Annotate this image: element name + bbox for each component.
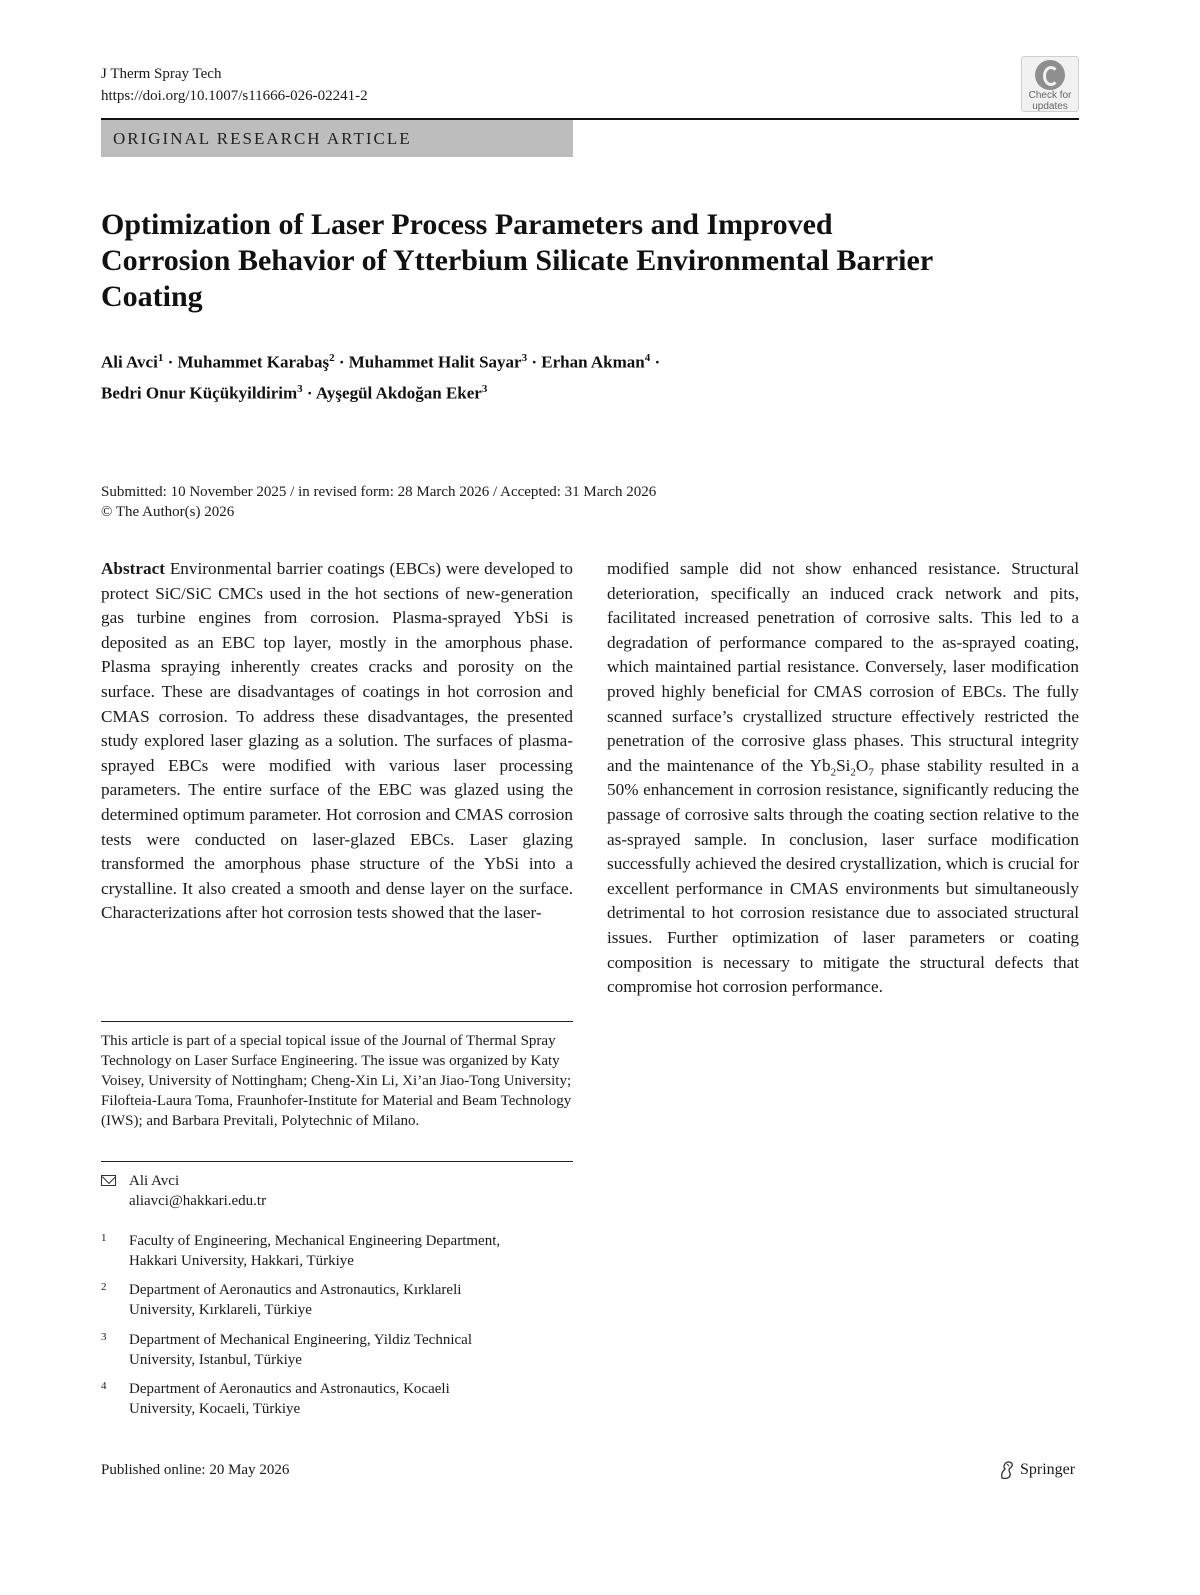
footnote-divider-top (101, 1021, 573, 1022)
check-updates-line2: updates (1032, 101, 1068, 112)
title-line-2: Corrosion Behavior of Ytterbium Silicate Environmental Barrier (101, 244, 934, 277)
affiliation-item (101, 1280, 573, 1320)
affiliation-line: Department of Aeronautics and Astronautics, Kocaeli (129, 1381, 450, 1397)
doi-link[interactable]: https://doi.org/10.1007/s11666-026-02241-2 (101, 88, 368, 104)
abstract-label: Abstract (101, 559, 165, 578)
author-separator: · (527, 352, 542, 372)
envelope-icon (101, 1175, 116, 1186)
affiliation-item (101, 1330, 573, 1370)
author-separator: · (163, 352, 178, 372)
abstract-column-right (607, 557, 1079, 1000)
publisher-name: Springer (1020, 1461, 1076, 1478)
special-issue-note: This article is part of a special topical issue of the Journal of Thermal Spray Technology on Laser Surface Engineering. The issue was organized by Katy Voisey, University of Nottingham; Cheng-Xin Li, Xi’an Jiao-Tong University; Filofteia-Laura Toma, Fraunhofer-Institute for Material and Beam Technology (IWS); and Barbara Previtali, Polytechnic of Milano. (101, 1033, 572, 1129)
author-affiliation-mark: 3 (481, 382, 488, 395)
springer-horse-icon (998, 1460, 1016, 1480)
affiliation-number: 4 (101, 1380, 107, 1392)
title-line-1: Optimization of Laser Process Parameters and Improved (101, 208, 833, 241)
author-list (101, 345, 1081, 406)
author-line-2 (101, 376, 1081, 407)
affiliation-item (101, 1379, 573, 1419)
author-name[interactable]: Ali Avci (101, 352, 158, 372)
affiliation-line: Department of Aeronautics and Astronautics, Kırklareli (129, 1282, 462, 1298)
author-name[interactable]: Muhammet Halit Sayar (348, 352, 522, 372)
journal-name: J Therm Spray Tech (101, 66, 222, 82)
affiliation-line: Department of Mechanical Engineering, Yildiz Technical (129, 1332, 472, 1348)
article-dates (101, 482, 1081, 522)
affiliation-line: University, Istanbul, Türkiye (129, 1352, 302, 1368)
article-type-banner: ORIGINAL RESEARCH ARTICLE (101, 120, 573, 157)
abstract-text-right-b: phase stability resulted in a 50% enhancement in corrosion resistance, significantly reducing the passage of corrosive salts through the coating section relative to the as-sprayed sample. In conclusion, laser surface modification successfully achieved the desired crystallization, which is crucial for excellent performance in CMAS environments but simultaneously detrimental to hot corrosion resistance due to associated structural issues. Further optimization of laser parameters or coating composition is necessary to mitigate the structural defects that compromise hot corrosion performance. (607, 755, 1080, 997)
affiliation-line: Hakkari University, Hakkari, Türkiye (129, 1253, 354, 1269)
author-name[interactable]: Ayşegül Akdoğan Eker (315, 383, 482, 403)
affiliation-line: University, Kırklareli, Türkiye (129, 1302, 312, 1318)
corresponding-email[interactable]: aliavci@hakkari.edu.tr (129, 1193, 267, 1209)
check-updates-line1: Check for (1028, 90, 1072, 101)
submission-dates: Submitted: 10 November 2025 / in revised form: 28 March 2026 / Accepted: 31 March 2026 (101, 484, 657, 500)
chemical-formula: $Yb_2Si_2O_7$ (809, 755, 874, 779)
author-separator: · (650, 352, 661, 372)
footnote-divider-bottom (101, 1161, 573, 1162)
author-name[interactable]: Erhan Akman (541, 352, 645, 372)
affiliation-line: Faculty of Engineering, Mechanical Engineering Department, (129, 1233, 501, 1249)
abstract-text-right-a: modified sample did not show enhanced resistance. Structural deterioration, specifically an induced crack network and pits, facilitated increased penetration of corrosive salts. This led to a degradation of performance compared to the as-sprayed coating, which maintained partial resistance. Conversely, laser modification proved highly beneficial for CMAS corrosion of EBCs. The fully scanned surface’s crystallized structure effectively restricted the penetration of the corrosive glass phases. This structural integrity and the maintenance of the (607, 559, 1079, 775)
author-name[interactable]: Bedri Onur Küçükyildirim (101, 383, 298, 403)
author-name[interactable]: Muhammet Karabaş (177, 352, 330, 372)
copyright-notice: © The Author(s) 2026 (101, 504, 235, 520)
title-line-3: Coating (101, 280, 203, 313)
affiliation-item (101, 1231, 573, 1271)
author-affiliation-mark: 4 (644, 352, 651, 364)
author-affiliation-mark: 1 (157, 352, 164, 364)
author-affiliation-mark: 2 (329, 352, 335, 364)
abstract-text-left: Environmental barrier coatings (EBCs) were developed to protect SiC/SiC CMCs used in the hot sections of new-generation gas turbine engines from corrosion. Plasma-sprayed YbSi is deposited as an EBC top layer, mostly in the amorphous phase. Plasma spraying inherently creates cracks and porosity on the surface. These are disadvantages of coatings in hot corrosion and CMAS corrosion. To address these disadvantages, the presented study explored laser glazing as a solution. The surfaces of plasma-sprayed EBCs were modified with various laser processing parameters. The entire surface of the EBC was glazed using the determined optimum parameter. Hot corrosion and CMAS corrosion tests were conducted on laser-glazed EBCs. Laser glazing transformed the amorphous phase structure of the YbSi into a crystalline. It also created a smooth and dense layer on the surface. Characterizations after hot corrosion tests showed that the laser- (101, 559, 573, 923)
check-updates-icon (1035, 60, 1065, 90)
corresponding-name: Ali Avci (129, 1173, 180, 1189)
published-online-date: Published online: 20 May 2026 (101, 1462, 290, 1478)
abstract-column-left (101, 557, 573, 926)
author-separator: · (302, 383, 316, 403)
article-title (101, 207, 1081, 315)
corresponding-author (101, 1171, 573, 1211)
publisher-logo[interactable] (998, 1459, 1075, 1481)
affiliation-number: 1 (101, 1232, 107, 1244)
author-line-1 (101, 345, 1081, 376)
affiliation-number: 2 (101, 1281, 107, 1293)
check-for-updates-badge[interactable] (1021, 56, 1079, 112)
journal-header (101, 63, 368, 107)
author-separator: · (334, 352, 349, 372)
affiliation-number: 3 (101, 1331, 107, 1343)
author-affiliation-mark: 3 (297, 382, 303, 395)
affiliation-line: University, Kocaeli, Türkiye (129, 1401, 301, 1417)
author-affiliation-mark: 3 (521, 352, 528, 364)
